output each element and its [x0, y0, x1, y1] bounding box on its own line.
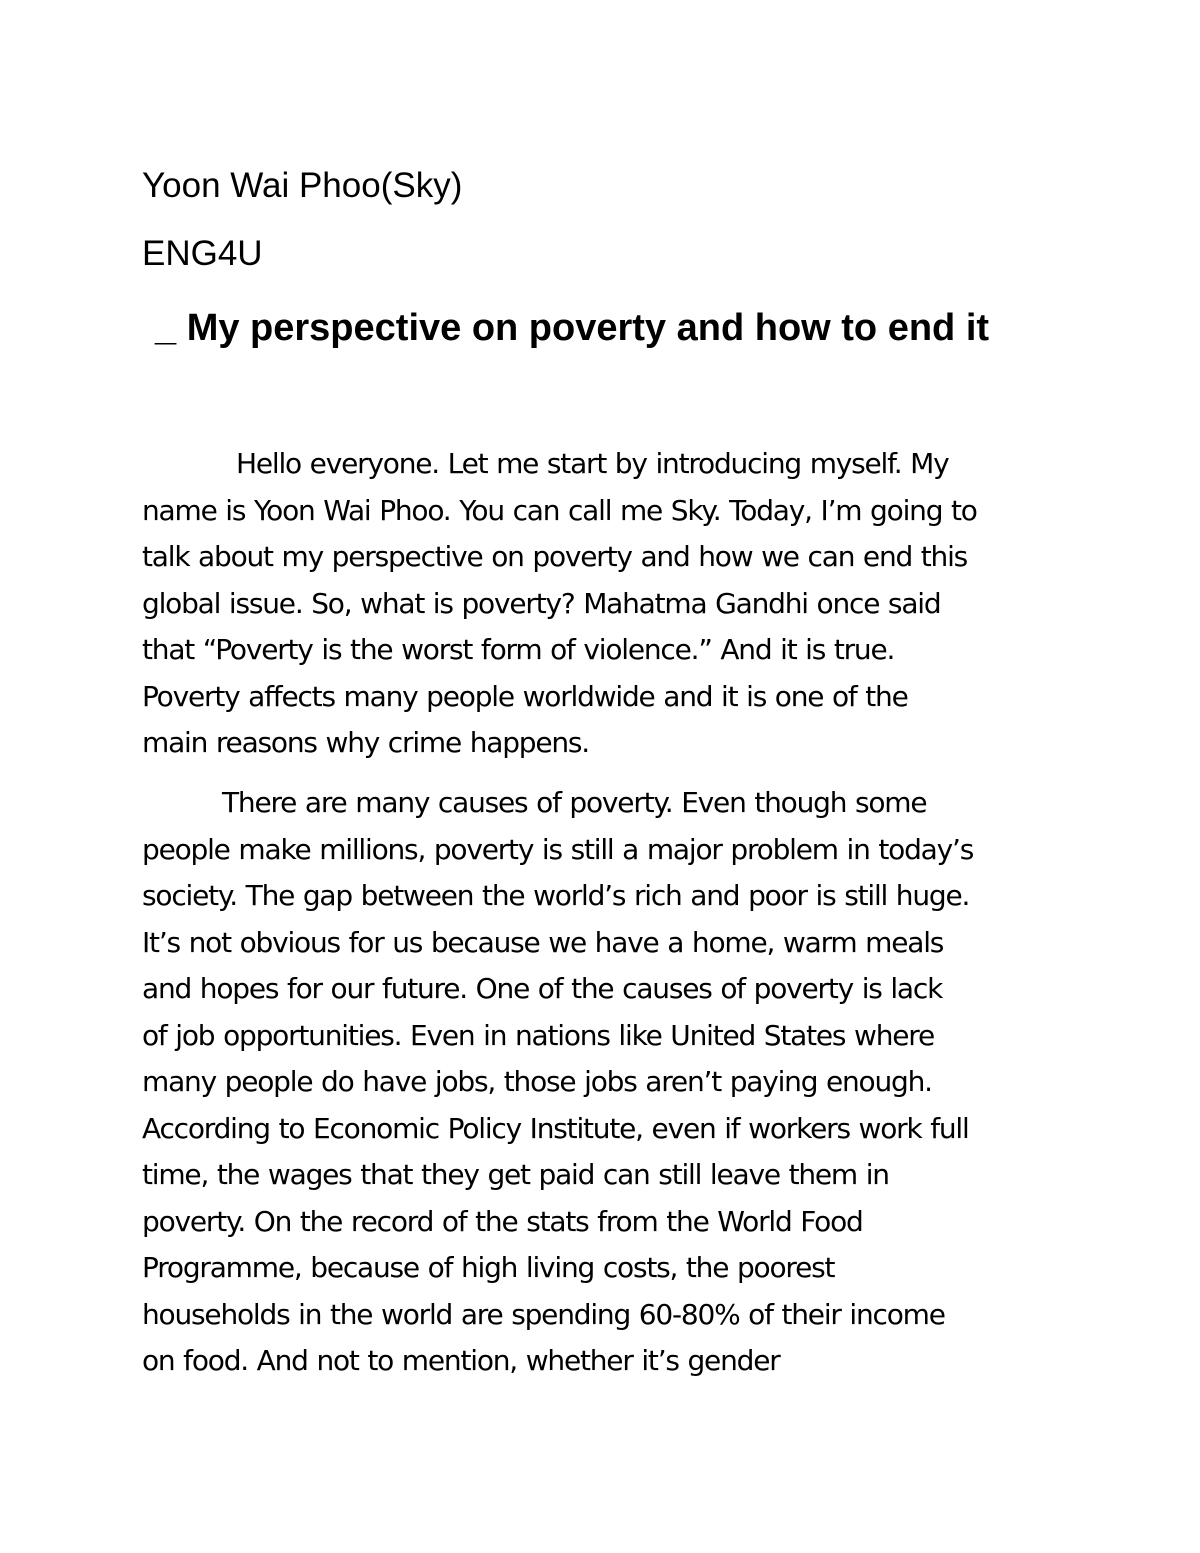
- document-title: _ My perspective on poverty and how to end it: [155, 307, 990, 349]
- paragraph-line: households in the world are spending 60-80% of their income: [142, 1297, 945, 1331]
- paragraph-line: According to Economic Policy Institute, even if workers work full: [142, 1111, 969, 1145]
- paragraph-line: that “Poverty is the worst form of violence.” And it is true.: [142, 633, 895, 666]
- paragraph-line: global issue. So, what is poverty? Mahatma Gandhi once said: [142, 586, 941, 620]
- paragraph-line: poverty. On the record of the stats from the World Food: [142, 1204, 863, 1238]
- paragraph-line: Poverty affects many people worldwide and it is one of the: [142, 679, 908, 713]
- paragraph-line: time, the wages that they get paid can still leave them in: [142, 1158, 889, 1191]
- paragraph-line: and hopes for our future. One of the causes of poverty is lack: [142, 972, 943, 1005]
- paragraph-1: [142, 441, 1062, 767]
- paragraph-line: main reasons why crime happens.: [142, 726, 590, 759]
- paragraph-line: Hello everyone. Let me start by introducing myself. My: [236, 447, 949, 480]
- paragraph-2: [142, 780, 1062, 1385]
- author-name: Yoon Wai Phoo(Sky): [142, 166, 463, 205]
- paragraph-line: of job opportunities. Even in nations like United States where: [142, 1018, 935, 1052]
- paragraph-line: society. The gap between the world’s rich and poor is still huge.: [142, 879, 970, 912]
- paragraph-line: There are many causes of poverty. Even though some: [222, 786, 927, 819]
- course-code: ENG4U: [142, 234, 263, 273]
- paragraph-line: on food. And not to mention, whether it’s gender: [142, 1344, 780, 1377]
- paragraph-line: name is Yoon Wai Phoo. You can call me Sky. Today, I’m going to: [142, 493, 977, 527]
- paragraph-line: Programme, because of high living costs, the poorest: [142, 1251, 835, 1284]
- paragraph-line: talk about my perspective on poverty and how we can end this: [142, 540, 968, 573]
- paragraph-line: people make millions, poverty is still a major problem in today’s: [142, 832, 974, 866]
- paragraph-line: It’s not obvious for us because we have a home, warm meals: [142, 925, 944, 959]
- paragraph-line: many people do have jobs, those jobs aren’t paying enough.: [142, 1065, 932, 1098]
